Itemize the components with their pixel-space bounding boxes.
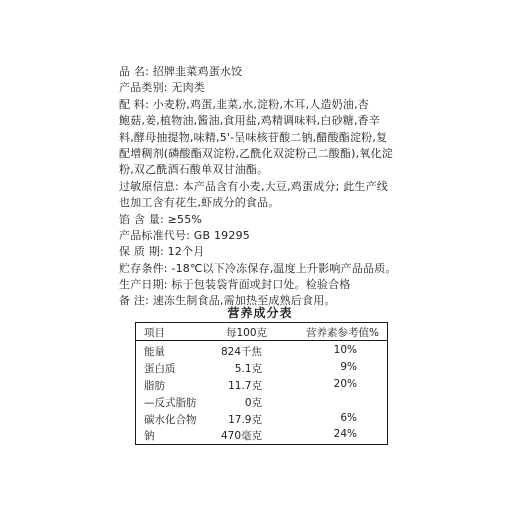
header-per-100g: 每100克 <box>226 327 268 339</box>
table-row <box>136 427 387 444</box>
ingredients-line-4: 配增稠剂(磷酸酯双淀粉,乙酰化双淀粉己二酸酯),氧化淀 <box>119 146 393 160</box>
nutrient-value: 5.1克 <box>234 363 262 375</box>
nutrient-nrv: 20% <box>333 378 357 390</box>
nutrient-name: 能量 <box>144 346 165 358</box>
table-row <box>136 359 387 376</box>
nutrient-value: 11.7克 <box>228 380 262 392</box>
table-row <box>136 376 387 393</box>
nutrition-table-header <box>136 323 387 341</box>
table-row <box>136 342 387 359</box>
product-category-line: 产品类别: 无肉类 <box>119 81 206 95</box>
header-nrv: 营养素参考值% <box>306 327 379 339</box>
ingredients-line-5: 粉,双乙酰酒石酸单双甘油酯。 <box>119 163 269 177</box>
nutrient-name: 脂肪 <box>144 380 165 392</box>
nutrient-value: 0克 <box>244 397 262 409</box>
product-label-text <box>119 64 409 310</box>
nutrient-nrv: 6% <box>340 412 357 424</box>
header-item: 项目 <box>144 327 165 339</box>
nutrition-table <box>135 322 388 445</box>
remarks-line: 备 注: 速冻生制食品,需加热至成熟后食用。 <box>119 294 336 308</box>
nutrient-value: 824千焦 <box>220 346 262 358</box>
table-row <box>136 393 387 410</box>
production-date-line: 生产日期: 标于包装袋背面或封口处。检验合格 <box>119 278 351 292</box>
nutrient-value: 17.9克 <box>228 414 262 426</box>
ingredients-line-1: 配 料: 小麦粉,鸡蛋,韭菜,水,淀粉,木耳,人造奶油,杏 <box>119 97 369 111</box>
nutrient-name: 蛋白质 <box>144 363 176 375</box>
nutrient-value: 470毫克 <box>220 430 262 442</box>
nutrient-name: —反式脂肪 <box>144 397 197 409</box>
storage-line: 贮存条件: -18℃以下冷冻保存,温度上升影响产品品质。 <box>119 261 397 275</box>
product-name-line: 品 名: 招牌韭菜鸡蛋水饺 <box>119 65 243 78</box>
nutrient-name: 钠 <box>144 430 155 442</box>
ingredients-line-3: 料,酵母抽提物,味精,5'-呈味核苷酸二钠,醋酸酯淀粉,复 <box>119 130 388 144</box>
nutrient-nrv: 10% <box>333 344 357 356</box>
allergen-line-1: 过敏原信息: 本产品含有小麦,大豆,鸡蛋成分; 此生产线 <box>119 179 388 193</box>
allergen-line-2: 也加工含有花生,虾成分的食品。 <box>119 196 280 210</box>
nutrient-name: 碳水化合物 <box>144 414 197 426</box>
table-row <box>136 410 387 427</box>
ingredients-line-2: 鲍菇,姜,植物油,酱油,食用盐,鸡精调味料,白砂糖,香辛 <box>119 114 381 128</box>
shelf-life-line: 保 质 期: 12个月 <box>119 245 205 259</box>
standard-code-line: 产品标准代号: GB 19295 <box>119 228 250 242</box>
filling-content-line: 馅 含 量: ≥55% <box>119 212 203 226</box>
nutrition-table-title: 营养成分表 <box>227 306 293 320</box>
nutrient-nrv: 9% <box>340 361 357 373</box>
nutrient-nrv: 24% <box>333 428 357 440</box>
